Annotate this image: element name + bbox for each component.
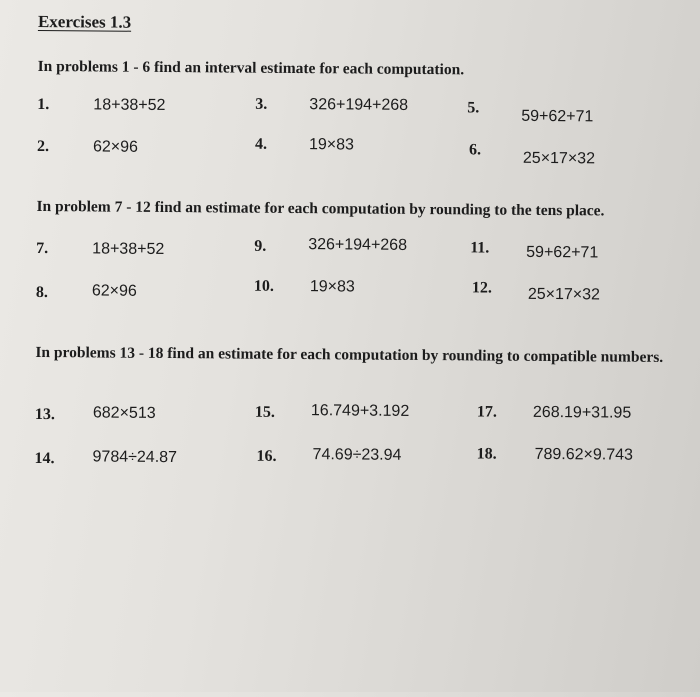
problem-expression: 682×513 — [92, 404, 156, 422]
problem-number: 16. — [256, 447, 277, 465]
problem-expression: 62×96 — [92, 138, 139, 156]
problem-expression: 19×83 — [308, 136, 355, 154]
problem-expression: 74.69÷23.94 — [312, 446, 402, 464]
problem-number: 9. — [254, 237, 267, 255]
problem-number: 2. — [36, 137, 50, 156]
problem-number: 4. — [254, 135, 268, 153]
problem-expression: 18+38+52 — [92, 240, 165, 258]
problem-expression: 25×17×32 — [522, 149, 596, 168]
problem-expression: 18+38+52 — [93, 96, 166, 114]
problem-expression: 326+194+268 — [309, 96, 409, 114]
problem-number: 10. — [253, 277, 274, 295]
page-title: Exercises 1.3 — [37, 11, 132, 32]
problem-expression: 789.62×9.743 — [534, 445, 633, 464]
problem-number: 17. — [476, 403, 498, 421]
problem-number: 15. — [254, 403, 275, 421]
problem-expression: 16.749+3.192 — [310, 402, 410, 420]
problem-number: 7. — [36, 239, 49, 258]
problem-number: 8. — [35, 283, 48, 302]
problem-number: 14. — [34, 449, 55, 468]
section-2-instruction: In problem 7 - 12 find an estimate for each computation by rounding to the tens place. — [36, 197, 605, 220]
problem-number: 5. — [467, 99, 480, 117]
problem-expression: 59+62+71 — [526, 243, 599, 262]
problem-expression: 62×96 — [91, 282, 137, 300]
problem-expression: 326+194+268 — [308, 236, 408, 254]
problem-expression: 25×17×32 — [527, 285, 601, 304]
problem-number: 6. — [468, 141, 482, 159]
section-3-instruction: In problems 13 - 18 find an estimate for each computation by rounding to compatible numbers. — [35, 343, 664, 366]
problem-number: 11. — [470, 239, 490, 257]
problem-expression: 268.19+31.95 — [532, 403, 632, 422]
problem-expression: 59+62+71 — [521, 107, 594, 126]
problem-number: 12. — [471, 279, 492, 297]
problem-number: 3. — [255, 95, 268, 113]
problem-expression: 9784÷24.87 — [92, 448, 178, 467]
problem-number: 13. — [34, 405, 55, 424]
problem-expression: 19×83 — [309, 278, 355, 296]
problem-number: 18. — [476, 445, 497, 463]
problem-number: 1. — [37, 95, 50, 114]
section-1-instruction: In problems 1 - 6 find an interval estimate for each computation. — [37, 57, 465, 79]
